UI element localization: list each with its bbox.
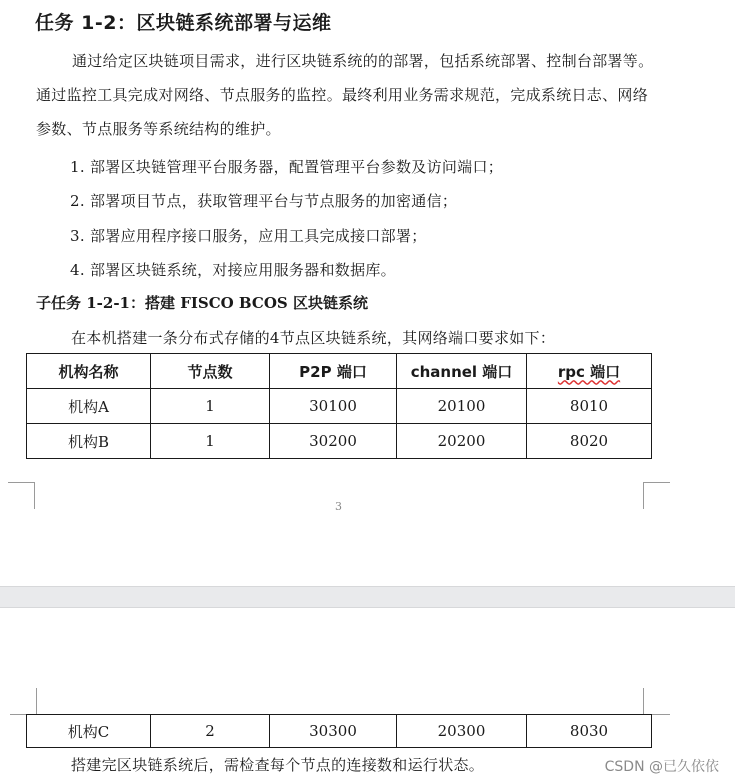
table-cell: 30300 (270, 715, 397, 748)
watermark: CSDN @已久依依 (603, 756, 721, 776)
page-corner-mark (8, 482, 35, 509)
table-cell: 20200 (397, 424, 527, 459)
list-item: 2. 部署项目节点，获取管理平台与节点服务的加密通信； (70, 192, 458, 210)
table-cell: 30100 (270, 389, 397, 424)
table-header-cell: 机构名称 (27, 354, 151, 389)
table-cell: 1 (151, 389, 270, 424)
table-cell: 机构B (27, 424, 151, 459)
section-title: 任务 1-2：区块链系统部署与运维 (35, 12, 332, 34)
page-break-gap (0, 586, 735, 608)
closing-text: 搭建完区块链系统后，需检查每个节点的连接数和运行状态。 (71, 756, 485, 774)
page-corner-mark (10, 688, 37, 715)
page-corner-mark (643, 688, 670, 715)
table-cell: 2 (151, 715, 270, 748)
table-cell: 20100 (397, 389, 527, 424)
table-header-cell (527, 354, 652, 389)
table-cell: 30200 (270, 424, 397, 459)
table-header-cell: channel 端口 (397, 354, 527, 389)
table-row (27, 715, 652, 748)
table-cell: 8020 (527, 424, 652, 459)
table-cell: 8010 (527, 389, 652, 424)
table-cell: 20300 (397, 715, 527, 748)
table-row (27, 424, 652, 459)
description-paragraph: 通过给定区块链项目需求，进行区块链系统的的部署，包括系统部署、控制台部署等。通过监控工具完成对网络、节点服务的监控。最终利用业务需求规范，完成系统日志、网络参数、节点服务等系统结构的维护。 (36, 52, 654, 138)
port-table (26, 353, 652, 459)
table-cell: 机构C (27, 715, 151, 748)
list-item: 3. 部署应用程序接口服务，应用工具完成接口部署； (70, 227, 427, 245)
spellcheck-underlined-text: rpc 端口 (557, 362, 621, 381)
table-cell: 1 (151, 424, 270, 459)
table-intro-text: 在本机搭建一条分布式存储的4节点区块链系统，其网络端口要求如下： (71, 329, 556, 347)
subtask-title: 子任务 1-2-1：搭建 FISCO BCOS 区块链系统 (36, 294, 368, 312)
table-header-cell: P2P 端口 (270, 354, 397, 389)
page-corner-mark (643, 482, 670, 509)
port-table-continued (26, 714, 652, 748)
list-item: 1. 部署区块链管理平台服务器，配置管理平台参数及访问端口； (70, 158, 504, 176)
table-cell: 机构A (27, 389, 151, 424)
table-header-row (27, 354, 652, 389)
list-item: 4. 部署区块链系统，对接应用服务器和数据库。 (70, 261, 396, 279)
table-cell: 8030 (527, 715, 652, 748)
page-number: 3 (335, 500, 342, 513)
table-row (27, 389, 652, 424)
table-header-cell: 节点数 (151, 354, 270, 389)
